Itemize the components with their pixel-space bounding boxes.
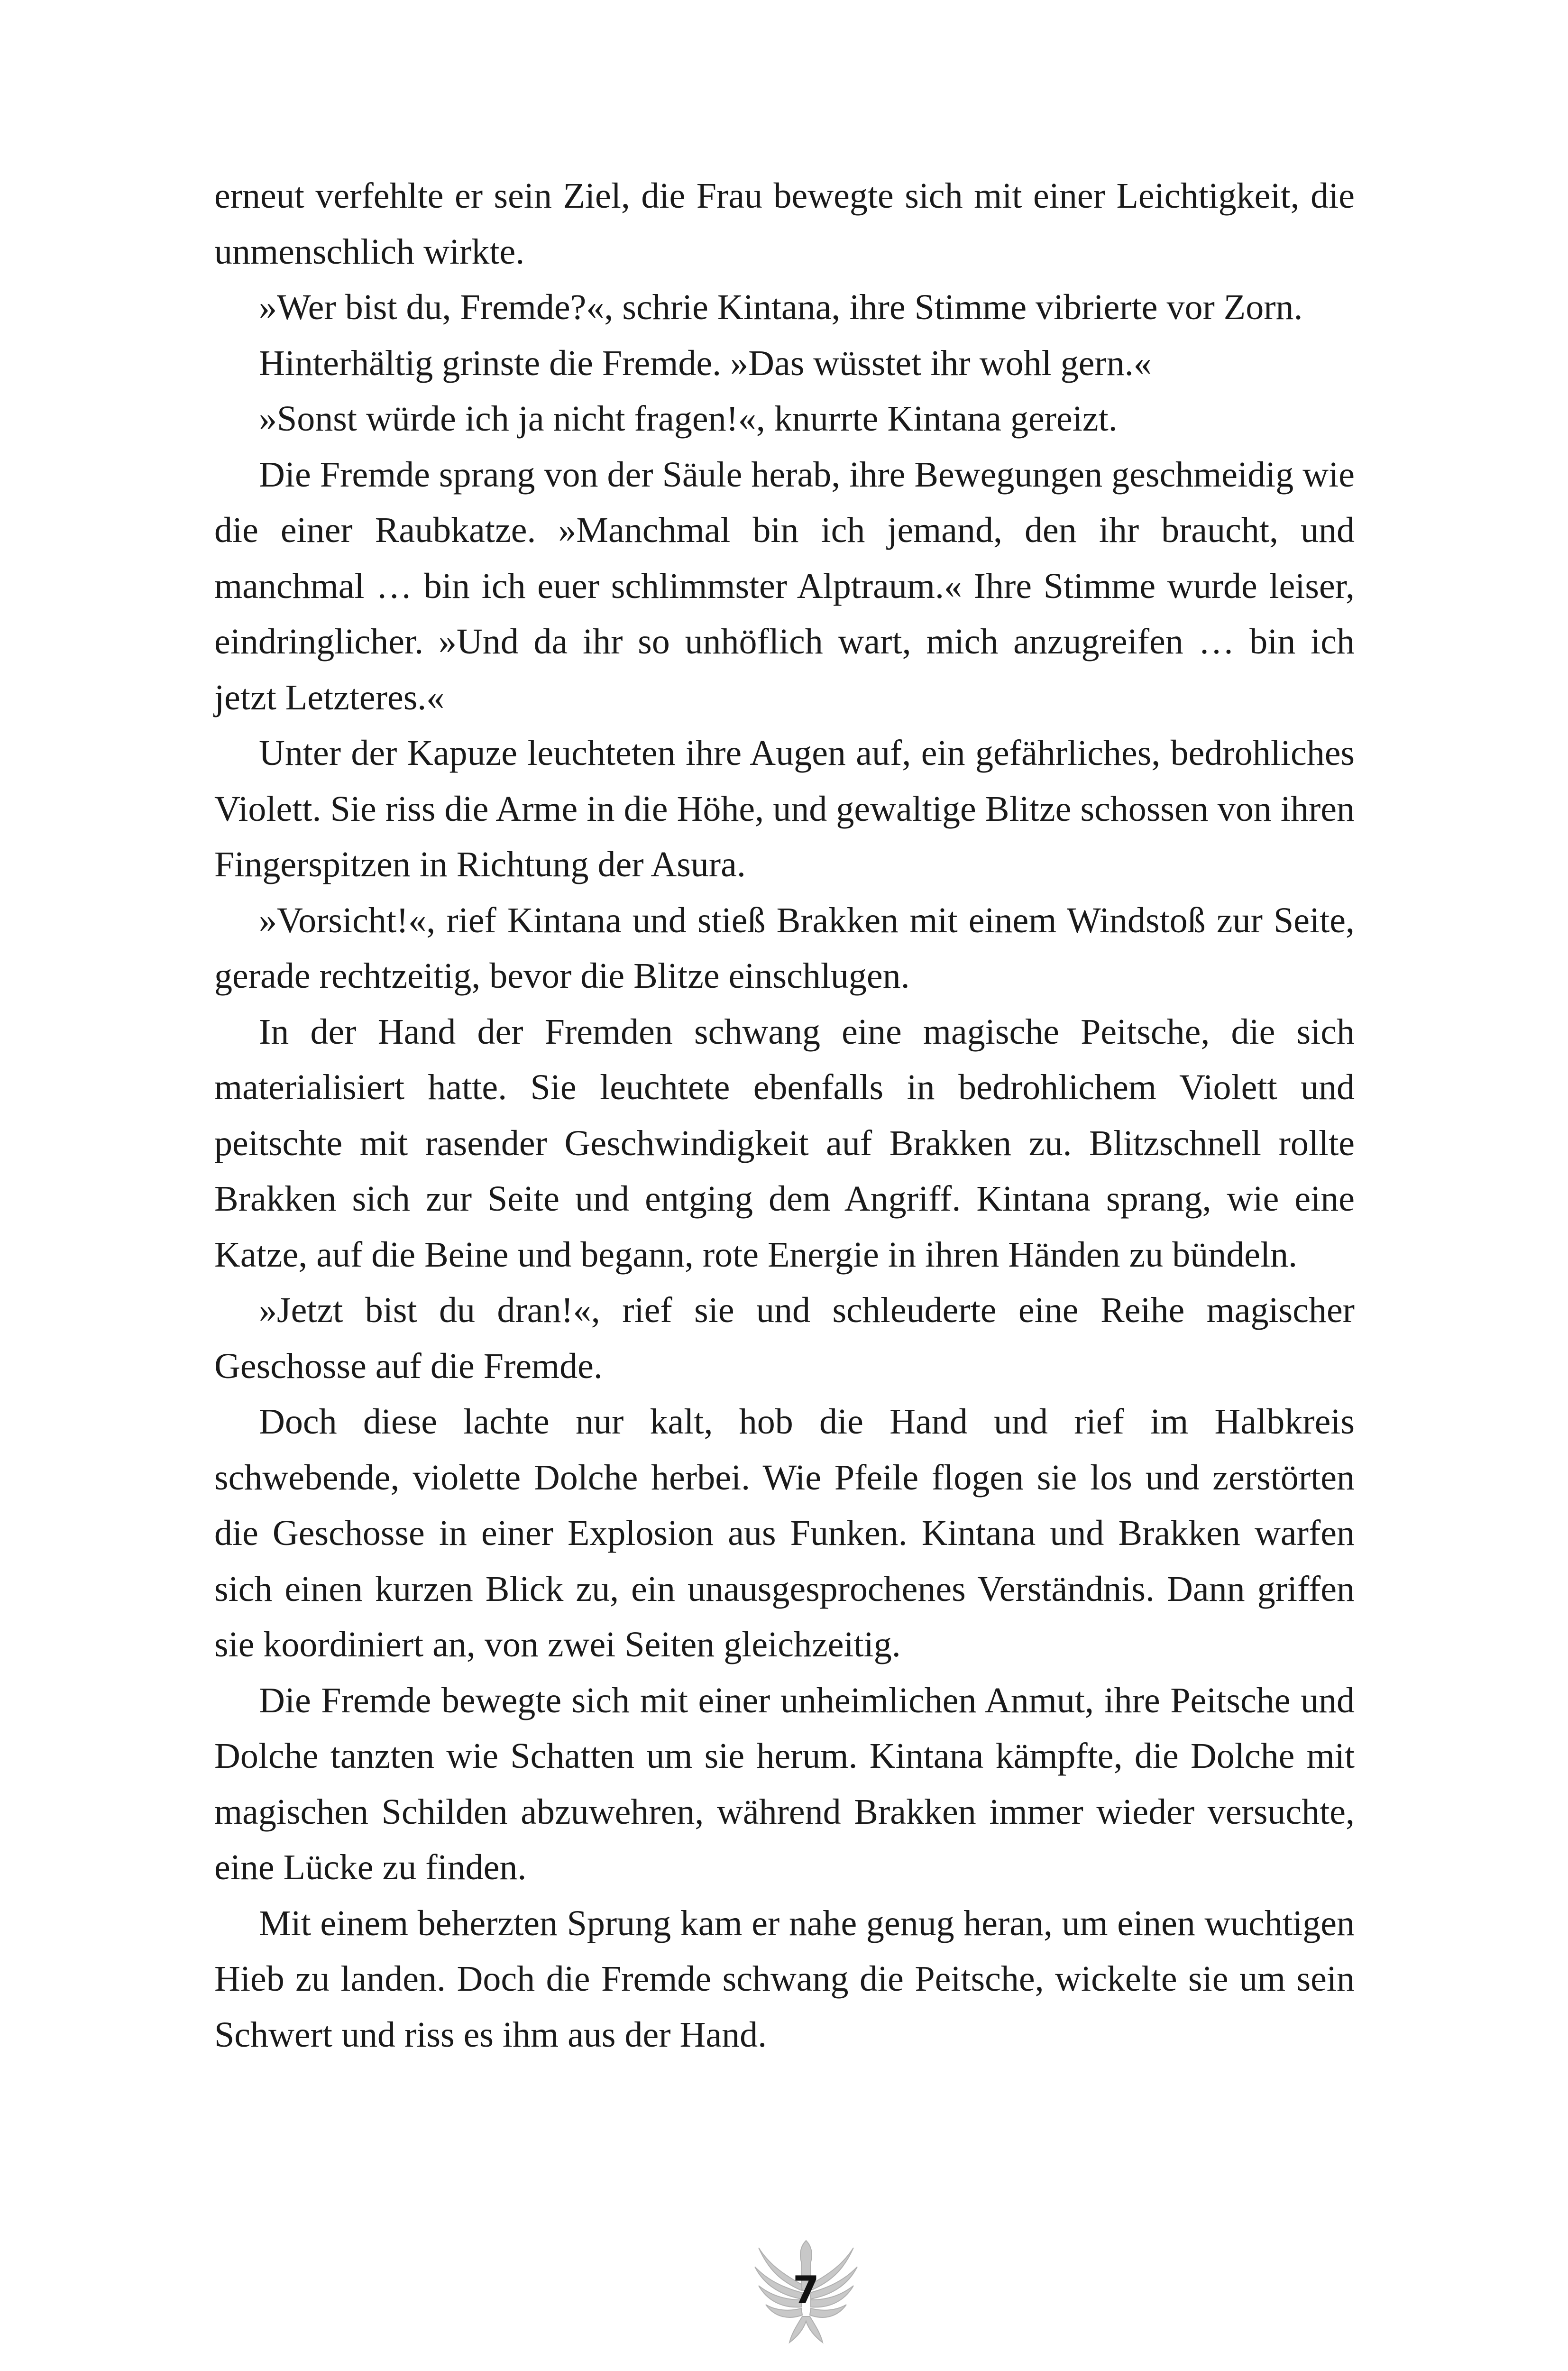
paragraph: Die Fremde bewegte sich mit einer unheimlichen Anmut, ihre Peitsche und Dolche tanzten wie Schatten um sie herum. Kintana kämpfte, die Dolche mit magischen Schilden abzuwehren, während Brakken immer wieder versuchte, eine Lücke zu finden. <box>214 1680 1355 1887</box>
paragraph: »Vorsicht!«, rief Kintana und stieß Brakken mit einem Windstoß zur Seite, gerade rechtzeitig, bevor die Blitze einschlugen. <box>214 900 1355 996</box>
page-number: 7 <box>793 2268 819 2312</box>
page-footer <box>744 2229 868 2347</box>
paragraph: Doch diese lachte nur kalt, hob die Hand und rief im Halbkreis schwebende, violette Dolche herbei. Wie Pfeile flogen sie los und zerstörten die Geschosse in einer Explosion aus Funken. Kintana und Brakken warfen sich einen kurzen Blick zu, ein unausgesprochenes Verständnis. Dann griffen sie koordiniert an, von zwei Seiten gleichzeitig. <box>214 1402 1355 1664</box>
paragraph: Mit einem beherzten Sprung kam er nahe genug heran, um einen wuchtigen Hieb zu landen. Doch die Fremde schwang die Peitsche, wickelte sie um sein Schwert und riss es ihm aus der Hand. <box>214 1903 1355 2055</box>
paragraph: Hinterhältig grinste die Fremde. »Das wüsstet ihr wohl gern.« <box>259 343 1152 383</box>
body-text <box>214 168 1355 2063</box>
paragraph: Die Fremde sprang von der Säule herab, ihre Bewegungen geschmeidig wie die einer Raubkatze. »Manchmal bin ich jemand, den ihr braucht, und manchmal … bin ich euer schlimmster Alptraum.« Ihre Stimme wurde leiser, eindringlicher. »Und da ihr so unhöflich wart, mich anzugreifen … bin ich jetzt Letzteres.« <box>214 454 1355 717</box>
paragraph: In der Hand der Fremden schwang eine magische Peitsche, die sich materialisiert hatte. Sie leuchtete ebenfalls in bedrohlichem Violett und peitschte mit rasender Geschwindigkeit auf Brakken zu. Blitzschnell rollte Brakken sich zur Seite und entging dem Angriff. Kintana sprang, wie eine Katze, auf die Beine und begann, rote Energie in ihren Händen zu bündeln. <box>214 1011 1355 1275</box>
paragraph: »Jetzt bist du dran!«, rief sie und schleuderte eine Reihe magischer Geschosse auf die Fremde. <box>214 1290 1355 1386</box>
paragraph: »Wer bist du, Fremde?«, schrie Kintana, ihre Stimme vibrierte vor Zorn. <box>259 287 1303 327</box>
paragraph: erneut verfehlte er sein Ziel, die Frau bewegte sich mit einer Leichtigkeit, die unmenschlich wirkte. <box>214 176 1355 272</box>
paragraph: »Sonst würde ich ja nicht fragen!«, knurrte Kintana gereizt. <box>259 399 1118 439</box>
paragraph: Unter der Kapuze leuchteten ihre Augen auf, ein gefährliches, bedrohliches Violett. Sie riss die Arme in die Höhe, und gewaltige Blitze schossen von ihren Fingerspitzen in Richtung der Asura. <box>214 733 1355 884</box>
